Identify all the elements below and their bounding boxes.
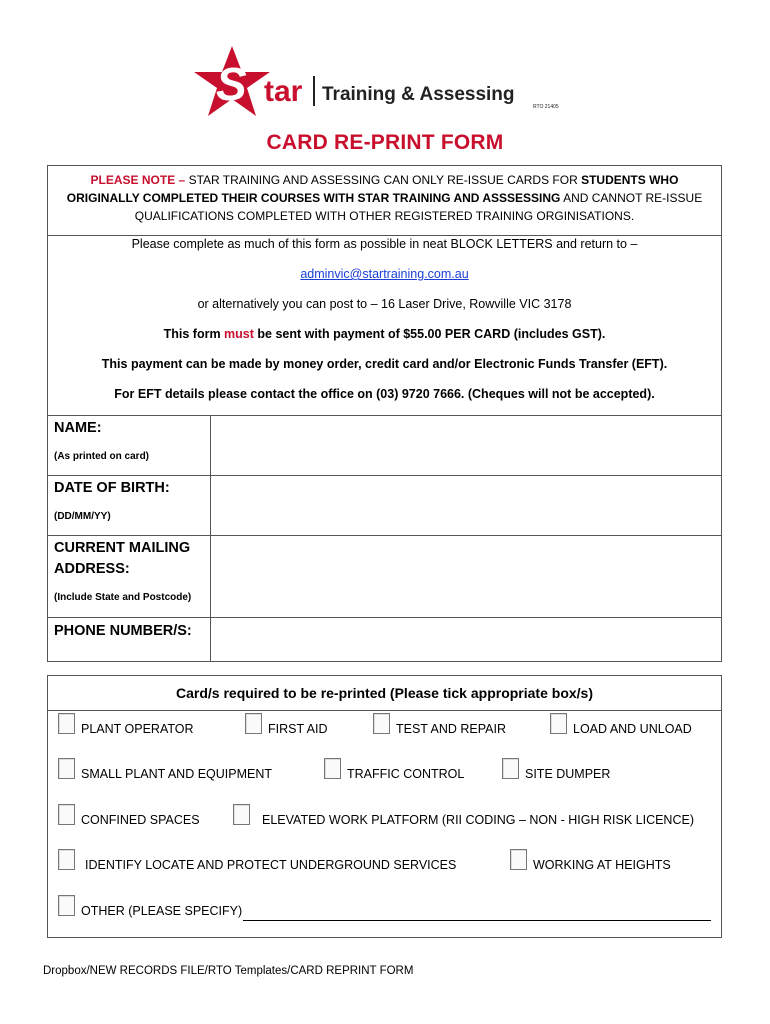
- dob-label: DATE OF BIRTH:: [54, 480, 170, 496]
- fields-table: [48, 415, 721, 662]
- logo-text-main: tar: [264, 75, 303, 108]
- option-small-plant[interactable]: [58, 758, 272, 779]
- note-text-2: AND CANNOT RE-ISSUE QUALIFICATIONS COMPLETED WITH OTHER REGISTERED TRAINING ORGINISATIONS.: [134, 191, 703, 223]
- option-confined-spaces[interactable]: [58, 804, 200, 825]
- address-label-1: CURRENT MAILING: [54, 540, 191, 556]
- option-traffic-control[interactable]: [324, 758, 464, 779]
- email-line: [48, 267, 721, 281]
- other-specify-line[interactable]: [243, 920, 711, 921]
- name-label: NAME:: [54, 420, 102, 436]
- address-sub: (Include State and Postcode): [54, 592, 192, 603]
- checkbox[interactable]: [58, 713, 75, 734]
- divider: [48, 710, 721, 711]
- address-label-2: ADDRESS:: [54, 561, 130, 577]
- checkbox[interactable]: [373, 713, 390, 734]
- checkbox[interactable]: [233, 804, 250, 825]
- phone-input-area[interactable]: [211, 618, 721, 663]
- company-logo: [188, 44, 588, 120]
- option-other[interactable]: [58, 895, 242, 916]
- svg-text:S: S: [216, 58, 247, 110]
- eft-line: For EFT details please contact the office on (03) 9720 7666. (Cheques will not be accepted).: [114, 387, 655, 401]
- checkbox[interactable]: [58, 758, 75, 779]
- checkbox[interactable]: [502, 758, 519, 779]
- email-link[interactable]: adminvic@startraining.com.au: [300, 267, 469, 281]
- payment-line: [48, 327, 721, 341]
- logo-rto: RTO 21405: [533, 104, 559, 110]
- name-sub: (As printed on card): [54, 451, 150, 462]
- option-label: LOAD AND UNLOAD: [573, 722, 692, 736]
- checkbox[interactable]: [58, 849, 75, 870]
- star-logo-graphic: [188, 44, 588, 120]
- note-bold: STUDENTS WHO ORIGINALLY COMPLETED THEIR COURSES WITH STAR TRAINING AND ASSSESSING: [66, 173, 679, 205]
- option-label: CONFINED SPACES: [81, 813, 200, 827]
- checkbox[interactable]: [510, 849, 527, 870]
- footer-path: Dropbox/NEW RECORDS FILE/RTO Templates/CARD REPRINT FORM: [43, 965, 414, 977]
- checkbox[interactable]: [58, 804, 75, 825]
- page-title: CARD RE-PRINT FORM: [266, 131, 504, 154]
- option-underground[interactable]: [58, 849, 456, 870]
- option-label: SMALL PLANT AND EQUIPMENT: [81, 767, 273, 781]
- please-note: [48, 171, 721, 225]
- option-load-unload[interactable]: [550, 713, 692, 734]
- option-label: TEST AND REPAIR: [396, 722, 506, 736]
- divider: [48, 235, 721, 236]
- option-label: ELEVATED WORK PLATFORM (RII CODING – NON - HIGH RISK LICENCE): [262, 813, 694, 827]
- note-text-1: STAR TRAINING AND ASSESSING CAN ONLY RE-ISSUE CARDS FOR: [185, 173, 582, 187]
- phone-label: PHONE NUMBER/S:: [54, 623, 192, 639]
- option-first-aid[interactable]: [245, 713, 328, 734]
- checkbox[interactable]: [245, 713, 262, 734]
- logo-text-side: Training & Assessing: [322, 84, 515, 105]
- option-ewp[interactable]: [233, 804, 694, 825]
- option-label: WORKING AT HEIGHTS: [533, 858, 671, 872]
- option-plant-operator[interactable]: [58, 713, 194, 734]
- option-label: TRAFFIC CONTROL: [347, 767, 465, 781]
- payment-must: must: [224, 327, 254, 341]
- option-heights[interactable]: [510, 849, 671, 870]
- note-lead: PLEASE NOTE –: [90, 173, 186, 187]
- option-label: FIRST AID: [268, 722, 328, 736]
- address-input-area[interactable]: [211, 536, 721, 618]
- phone-row: [48, 617, 721, 663]
- post-line: or alternatively you can post to – 16 Laser Drive, Rowville VIC 3178: [197, 297, 572, 311]
- option-site-dumper[interactable]: [502, 758, 610, 779]
- option-label: OTHER (PLEASE SPECIFY): [81, 904, 243, 918]
- form-details-box: [47, 165, 722, 662]
- payment-text-b: be sent with payment of $55.00 PER CARD (includes GST).: [253, 327, 606, 341]
- option-label: SITE DUMPER: [525, 767, 611, 781]
- cards-title: Card/s required to be re-printed (Please tick appropriate box/s): [176, 685, 593, 701]
- instruction-line: Please complete as much of this form as possible in neat BLOCK LETTERS and return to –: [131, 237, 638, 251]
- option-test-repair[interactable]: [373, 713, 506, 734]
- dob-input-area[interactable]: [211, 476, 721, 536]
- checkbox[interactable]: [550, 713, 567, 734]
- option-label: IDENTIFY LOCATE AND PROTECT UNDERGROUND SERVICES: [85, 858, 457, 872]
- option-label: PLANT OPERATOR: [81, 722, 194, 736]
- name-input-area[interactable]: [211, 416, 721, 476]
- dob-row: [48, 475, 721, 536]
- dob-sub: (DD/MM/YY): [54, 511, 111, 522]
- checkbox[interactable]: [324, 758, 341, 779]
- payment-text-a: This form: [163, 327, 225, 341]
- checkbox[interactable]: [58, 895, 75, 916]
- name-row: [48, 415, 721, 476]
- payment-methods-line: This payment can be made by money order, credit card and/or Electronic Funds Transfer (EFT).: [101, 357, 668, 371]
- address-row: [48, 535, 721, 618]
